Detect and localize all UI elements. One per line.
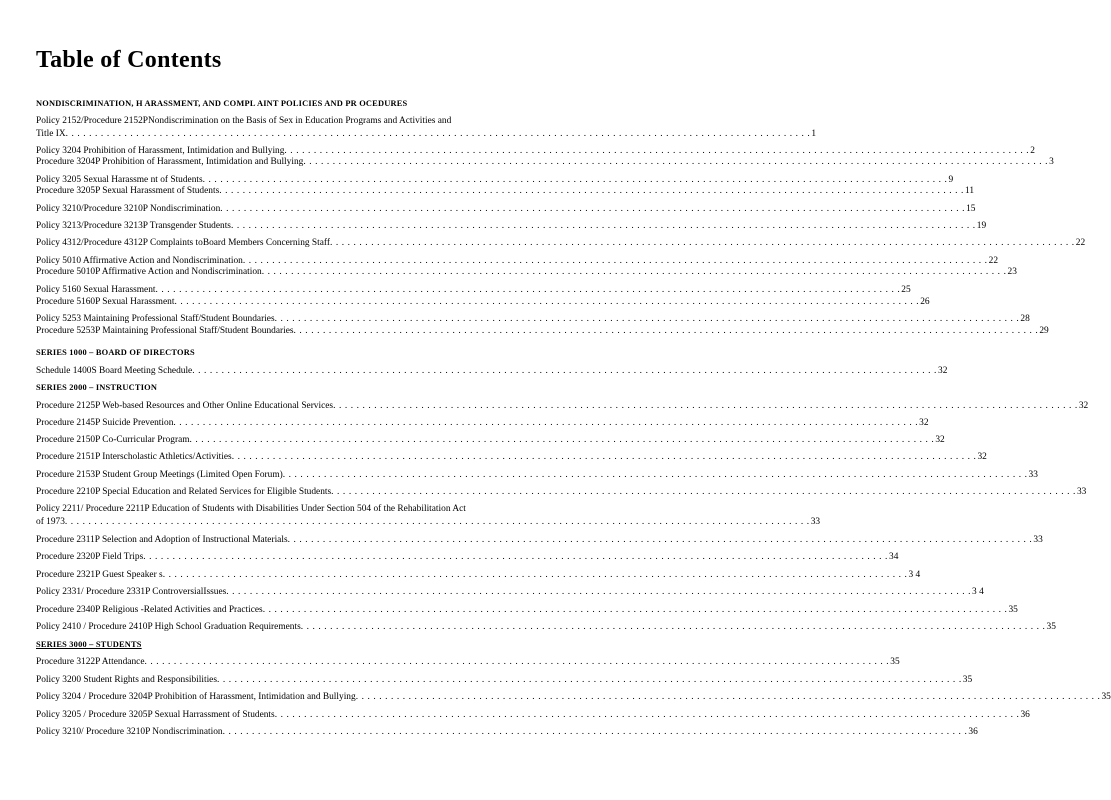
toc-entry [36,726,978,738]
dot-leader: . . . . . . . . . . . . . . . . . . . . . . . . . . . . . . . . . . . . . . . . . . . . . . . . . . . . . . . . . . . . . . . . . . . . . . . . . . . . . . . . . . . . . . . . . . . . . . . . . . . . . . . . . . . . . . . . . . . . . . . . . . . . . . . [329,238,1075,248]
toc-entry [36,451,987,463]
toc-page-number: 36 [968,727,978,737]
section-heading: SERIES 1000 – BOARD OF DIRECTORS [36,348,195,357]
toc-entry-label: Procedure 2153P Student Group Meetings (Limited Open Forum) [36,470,283,480]
toc-page-number: 22 [988,256,998,266]
toc-entry-label: Policy 4312/Procedure 4312P Complaints toBoard Members Concerning Staff [36,238,330,248]
toc-entry [36,621,1056,633]
toc-entry [36,656,900,668]
toc-page-number: 32 [935,435,945,445]
toc-entry-label: Procedure 2151P Interscholastic Athletics/Activities [36,452,232,462]
toc-entry [36,604,1018,616]
dot-leader: . . . . . . . . . . . . . . . . . . . . . . . . . . . . . . . . . . . . . . . . . . . . . . . . . . . . . . . . . . . . . . . . . . . . . . . . . . . . . . . . . . . . . . . . . . . . . . . . . . . . . . . . . . . . . . . . . . . . . . . . . . . . . . . [242,256,988,266]
dot-leader: . . . . . . . . . . . . . . . . . . . . . . . . . . . . . . . . . . . . . . . . . . . . . . . . . . . . . . . . . . . . . . . . . . . . . . . . . . . . . . . . . . . . . . . . . . . . . . . . . . . . . . . . . . . . . . . . . . . . . . . . . . . . . . . [333,401,1078,411]
section-heading: SERIES 3000 – STUDENTS [36,640,142,649]
toc-page-number: 33 [1076,487,1087,497]
dot-leader: . . . . . . . . . . . . . . . . . . . . . . . . . . . . . . . . . . . . . . . . . . . . . . . . . . . . . . . . . . . . . . . . . . . . . . . . . . . . . . . . . . . . . . . . . . . . . . . . . . . . . . . . . . . . . . . . . . . . . . . . . . . . . . . [303,157,1049,167]
toc-entry-label: Policy 3204 / Procedure 3204P Prohibition of Harassment, Intimidation and Bullying [36,692,356,702]
dot-leader: . . . . . . . . . . . . . . . . . . . . . . . . . . . . . . . . . . . . . . . . . . . . . . . . . . . . . . . . . . . . . . . . . . . . . . . . . . . . . . . . . . . . . . . . . . . . . . . . . . . . . . . . . . . . . . . . . . . . . . . . . . . . . . . [217,675,962,685]
toc-page-number: 36 [1020,710,1030,720]
dot-leader: . . . . . . . . . . . . . . . . . . . . . . . . . . . . . . . . . . . . . . . . . . . . . . . . . . . . . . . . . . . . . . . . . . . . . . . . . . . . . . . . . . . . . . . . . . . . . . . . . . . . . . . . . . . . . . . . . . . . . . . . . . . . . . . [231,452,977,462]
toc-page-number: 33 [1028,470,1038,480]
toc-page-number: 23 [1007,267,1017,277]
toc-page-number: 34 [889,552,899,562]
toc-entry [36,709,1030,721]
toc-page-number: 29 [1039,326,1049,336]
toc-entry [36,284,911,296]
dot-leader: . . . . . . . . . . . . . . . . . . . . . . . . . . . . . . . . . . . . . . . . . . . . . . . . . . . . . . . . . . . . . . . . . . . . . . . . . . . . . . . . . . . . . . . . . . . . . . . . . . . . . . . . . . . . . . . . . . . . . . . . . . . . . . . [282,470,1028,480]
toc-entry-label: Policy 3213/Procedure 3213P Transgender Students [36,221,231,231]
toc-page-number: 32 [977,452,987,462]
toc-page-number: 2 [1030,146,1035,156]
dot-leader: . . . . . . . . . . . . . . . . . . . . . . . . . . . . . . . . . . . . . . . . . . . . . . . . . . . . . . . . . . . . . . . . . . . . . . . . . . . . . . . . . . . . . . . . . . . . . . . . . . . . . . . . . . . . . . . . . . . . . . . . . . . . . . . [64,517,810,527]
dot-leader: . . . . . . . . . . . . . . . . . . . . . . . . . . . . . . . . . . . . . . . . . . . . . . . . . . . . . . . . . . . . . . . . . . . . . . . . . . . . . . . . . . . . . . . . . . . . . . . . . . . . . . . . . . . . . . . . . . . . . . . . . . . . . . . [155,285,901,295]
toc-entry [36,417,929,429]
toc-page-number: 3 [1049,157,1054,167]
toc-entry [36,586,984,598]
toc-entry-label: Procedure 2150P Co-Curricular Program [36,435,190,445]
toc-page-number: 33 [810,517,821,527]
toc-entry-label: Procedure 2210P Special Education and Related Services for Eligible Students [36,487,332,497]
dot-leader: . . . . . . . . . . . . . . . . . . . . . . . . . . . . . . . . . . . . . . . . . . . . . . . . . . . . . . . . . . . . . . . . . . . . . . . . . . . . . . . . . . . . . . . . . . . . . . . . . . . . . . . . . . . . . . . . . . . . . . . . . . . . . . . [189,435,935,445]
toc-entry-label: Policy 5010 Affirmative Action and Nondiscrimination [36,256,243,266]
toc-entry [36,325,1049,337]
toc-entry-label: Policy 3205 Sexual Harassme nt of Students [36,175,203,185]
toc-entry [36,365,948,377]
toc-entry [36,691,1111,703]
dot-leader: . . . . . . . . . . . . . . . . . . . . . . . . . . . . . . . . . . . . . . . . . . . . . . . . . . . . . . . . . . . . . . . . . . . . . . . . . . . . . . . . . . . . . . . . . . . . . . . . . . . . . . . . . . . . . . . . . . . . . . . . . . . . . . . [293,326,1039,336]
toc-entry-label: Policy 3205 / Procedure 3205P Sexual Harrassment of Students [36,710,275,720]
toc-page-number: 35 [1101,692,1111,702]
toc-page-number: 35 [890,657,900,667]
dot-leader: . . . . . . . . . . . . . . . . . . . . . . . . . . . . . . . . . . . . . . . . . . . . . . . . . . . . . . . . . . . . . . . . . . . . . . . . . . . . . . . . . . . . . . . . . . . . . . . . . . . . . . . . . . . . . . . . . . . . . . . . . . . . . . . [173,418,919,428]
toc-entry-label: Policy 2410 / Procedure 2410P High School Graduation Requirements [36,622,301,632]
dot-leader: . . . . . . . . . . . . . . . . . . . . . . . . . . . . . . . . . . . . . . . . . . . . . . . . . . . . . . . . . . . . . . . . . . . . . . . . . . . . . . . . . . . . . . . . . . . . . . . . . . . . . . . . . . . . . . . . . . . . . . . . . . . . . . . [300,622,1046,632]
toc-entry [36,569,921,581]
toc-page-number: 11 [965,186,975,196]
toc-entry [36,551,899,563]
toc-entry-first-line: Policy 2152/Procedure 2152PNondiscrimination on the Basis of Sex in Education Programs and Activities and [36,116,452,126]
section-heading: NONDISCRIMINATION, H ARASSMENT, AND COMPL AINT POLICIES AND PR OCEDURES [36,99,408,108]
toc-entry-label: of 1973 [36,517,65,527]
toc-page-number: 25 [901,285,911,295]
toc-page-number: 28 [1020,314,1030,324]
toc-entry [36,203,976,215]
toc-entry-label: Procedure 3204P Prohibition of Harassment, Intimidation and Bullying [36,157,304,167]
toc-entry-first-line: Policy 2211/ Procedure 2211P Education of Students with Disabilities Under Section 504 of the Rehabilitation Act [36,504,466,514]
toc-page-number: 9 [948,175,954,185]
toc-page-number: 35 [1046,622,1056,632]
toc-page-number: 33 [1033,535,1043,545]
dot-leader: . . . . . . . . . . . . . . . . . . . . . . . . . . . . . . . . . . . . . . . . . . . . . . . . . . . . . . . . . . . . . . . . . . . . . . . . . . . . . . . . . . . . . . . . . . . . . . . . . . . . . . . . . . . . . . . . . . . . . . . . . . . . . . . [143,552,888,562]
dot-leader: . . . . . . . . . . . . . . . . . . . . . . . . . . . . . . . . . . . . . . . . . . . . . . . . . . . . . . . . . . . . . . . . . . . . . . . . . . . . . . . . . . . . . . . . . . . . . . . . . . . . . . . . . . . . . . . . . . . . . . . . . . . . . . . [162,570,908,580]
dot-leader: . . . . . . . . . . . . . . . . . . . . . . . . . . . . . . . . . . . . . . . . . . . . . . . . . . . . . . . . . . . . . . . . . . . . . . . . . . . . . . . . . . . . . . . . . . . . . . . . . . . . . . . . . . . . . . . . . . . . . . . . . . . . . . . [262,605,1008,615]
dot-leader: . . . . . . . . . . . . . . . . . . . . . . . . . . . . . . . . . . . . . . . . . . . . . . . . . . . . . . . . . . . . . . . . . . . . . . . . . . . . . . . . . . . . . . . . . . . . . . . . . . . . . . . . . . . . . . . . . . . . . . . . . . . . . . . [222,727,968,737]
toc-page-number: 35 [962,675,973,685]
dot-leader: . . . . . . . . . . . . . . . . . . . . . . . . . . . . . . . . . . . . . . . . . . . . . . . . . . . . . . . . . . . . . . . . . . . . . . . . . . . . . . . . . . . . . . . . . . . . . . . . . . . . . . . . . . . . . . . . . . . . . . . . . . . . . . . [284,146,1030,156]
toc-page-number: 3 4 [972,587,984,597]
toc-entry-label: Title IX [36,129,66,139]
dot-leader: . . . . . . . . . . . . . . . . . . . . . . . . . . . . . . . . . . . . . . . . . . . . . . . . . . . . . . . . . . . . . . . . . . . . . . . . . . . . . . . . . . . . . . . . . . . . . . . . . . . . . . . . . . . . . . . . . . . . . . . . . . . . . . . [230,221,976,231]
toc-entry-label: Procedure 5253P Maintaining Professional Staff/Student Boundaries [36,326,294,336]
toc-page-number: 32 [1078,401,1089,411]
dot-leader: . . . . . . . . . . . . . . . . . . . . . . . . . . . . . . . . . . . . . . . . . . . . . . . . . . . . . . . . . . . . . . . . . . . . . . . . . . . . . . . . . . . . . . . . . . . . . . . . . . . . . . . . . . . . . . . . . . . . . . . . . . . . . . . [226,587,972,597]
toc-entry-label: Policy 3210/ Procedure 3210P Nondiscrimination [36,727,223,737]
toc-page-number: 3 4 [908,570,921,580]
toc-entry-label: Procedure 3205P Sexual Harassment of Students [36,186,220,196]
dot-leader: . . . . . . . . . . . . . . . . . . . . . . . . . . . . . . . . . . . . . . . . . . . . . . . . . . . . . . . . . . . . . . . . . . . . . . . . . . . . . . . . . . . . . . . . . . . . . . . . . . . . . . . . . . . . . . . . . . . . . . . . . . . . . . . [261,267,1007,277]
toc-entry [36,266,1017,278]
toc-entry [36,128,817,140]
dot-leader: . . . . . . . . . . . . . . . . . . . . . . . . . . . . . . . . . . . . . . . . . . . . . . . . . . . . . . . . . . . . . . . . . . . . . . . . . . . . . . . . . . . . . . . . . . . . . . . . . . . . . . . . . . . . . . . . . . . . . . . . . . . . . . . [331,487,1076,497]
dot-leader: . . . . . . . . . . . . . . . . . . . . . . . . . . . . . . . . . . . . . . . . . . . . . . . . . . . . . . . . . . . . . . . . . . . . . . . . . . . . . . . . . . . . . . . . . . . . . . . . . . . . . . . . . . . . . . . . . . . . . . . . . . . . . . . [274,314,1020,324]
toc-entry-label: Procedure 2125P Web-based Resources and Other Online Educational Services [36,401,334,411]
toc-entry-label: Policy 2331/ Procedure 2331P ControversialIssues [36,587,227,597]
toc-page-number: 32 [919,418,929,428]
toc-entry [36,486,1087,498]
toc-entry-label: Procedure 2340P Religious -Related Activities and Practices [36,605,263,615]
toc-entry-label: Policy 3210/Procedure 3210P Nondiscrimination [36,204,221,214]
toc-entry [36,434,945,446]
toc-page-number: 22 [1075,238,1086,248]
toc-entry [36,296,930,308]
toc-entry [36,237,1086,249]
dot-leader: . . . . . . . . . . . . . . . . . . . . . . . . . . . . . . . . . . . . . . . . . . . . . . . . . . . . . . . . . . . . . . . . . . . . . . . . . . . . . . . . . . . . . . . . . . . . . . . . . . . . . . . . . . . . . . . . . . . . . . . . . . . . . . . [144,657,890,667]
toc-entry-label: Procedure 2321P Guest Speaker s [36,570,163,580]
toc-entry-label: Procedure 5160P Sexual Harassment [36,297,175,307]
toc-entry-label: Procedure 2145P Suicide Prevention [36,418,174,428]
toc-entry-label: Policy 3200 Student Rights and Responsibilities [36,675,217,685]
toc-entry [36,313,1030,325]
toc-entry-label: Policy 3204 Prohibition of Harassment, Intimidation and Bullying [36,146,285,156]
dot-leader: . . . . . . . . . . . . . . . . . . . . . . . . . . . . . . . . . . . . . . . . . . . . . . . . . . . . . . . . . . . . . . . . . . . . . . . . . . . . . . . . . . . . . . . . . . . . . . . . . . . . . . . . . . . . . . . . . . . . . . . . . . . . . . . [202,175,948,185]
toc-entry [36,185,975,197]
toc-entry-label: Procedure 2311P Selection and Adoption of Instructional Materials [36,535,288,545]
toc-entry [36,534,1043,546]
dot-leader: . . . . . . . . . . . . . . . . . . . . . . . . . . . . . . . . . . . . . . . . . . . . . . . . . . . . . . . . . . . . . . . . . . . . . . . . . . . . . . . . . . . . . . . . . . . . . . . . . . . . . . . . . . . . . . . . . . . . . . . . . . . . . . . [219,186,964,196]
dot-leader: . . . . . . . . . . . . . . . . . . . . . . . . . . . . . . . . . . . . . . . . . . . . . . . . . . . . . . . . . . . . . . . . . . . . . . . . . . . . . . . . . . . . . . . . . . . . . . . . . . . . . . . . . . . . . . . . . . . . . . . . . . . . . . . [65,129,811,139]
toc-entry [36,220,987,232]
toc-entry [36,156,1054,168]
toc-entry-label: Policy 5253 Maintaining Professional Staff/Student Boundaries [36,314,275,324]
toc-entry-label: Procedure 5010P Affirmative Action and Nondiscrimination [36,267,262,277]
toc-page-number: 32 [938,366,948,376]
dot-leader: . . . . . . . . . . . . . . . . . . . . . . . . . . . . . . . . . . . . . . . . . . . . . . . . . . . . . . . . . . . . . . . . . . . . . . . . . . . . . . . . . . . . . . . . . . . . . . . . . . . . . . . . . . . . . . . . . . . . . . . . . . . . . . . [174,297,920,307]
toc-entry-label: Procedure 3122P Attendance [36,657,145,667]
dot-leader: . . . . . . . . . . . . . . . . . . . . . . . . . . . . . . . . . . . . . . . . . . . . . . . . . . . . . . . . . . . . . . . . . . . . . . . . . . . . . . . . . . . . . . . . . . . . . . . . . . . . . . . . . . . . . . . . . . . . . . . . . . . . . . . [220,204,966,214]
toc-entry-label: Schedule 1400S Board Meeting Schedule [36,366,193,376]
dot-leader: . . . . . . . . . . . . . . . . . . . . . . . . . . . . . . . . . . . . . . . . . . . . . . . . . . . . . . . . . . . . . . . . . . . . . . . . . . . . . . . . . . . . . . . . . . . . . . . . . . . . . . . . . . . . . . . . . . . . . . . . . . . . . . . [287,535,1033,545]
toc-page-number: 26 [920,297,930,307]
dot-leader: . . . . . . . . . . . . . . . . . . . . . . . . . . . . . . . . . . . . . . . . . . . . . . . . . . . . . . . . . . . . . . . . . . . . . . . . . . . . . . . . . . . . . . . . . . . . . . . . . . . . . . . . . . . . . . . . . . . . . . . . . . . . . . . [355,692,1101,702]
dot-leader: . . . . . . . . . . . . . . . . . . . . . . . . . . . . . . . . . . . . . . . . . . . . . . . . . . . . . . . . . . . . . . . . . . . . . . . . . . . . . . . . . . . . . . . . . . . . . . . . . . . . . . . . . . . . . . . . . . . . . . . . . . . . . . . [274,710,1020,720]
toc-entry [36,400,1089,412]
toc-entry-label: Policy 5160 Sexual Harassment [36,285,156,295]
toc-page-number: 1 [811,129,817,139]
toc-entry [36,469,1038,481]
toc-page-number: 15 [966,204,976,214]
toc-entry [36,674,973,686]
section-heading: SERIES 2000 – INSTRUCTION [36,383,158,392]
toc-entry [36,516,821,528]
toc-page-number: 35 [1008,605,1018,615]
toc-entry-label: Procedure 2320P Field Trips [36,552,144,562]
dot-leader: . . . . . . . . . . . . . . . . . . . . . . . . . . . . . . . . . . . . . . . . . . . . . . . . . . . . . . . . . . . . . . . . . . . . . . . . . . . . . . . . . . . . . . . . . . . . . . . . . . . . . . . . . . . . . . . . . . . . . . . . . . . . . . . [192,366,938,376]
toc-page-number: 19 [976,221,987,231]
page-title: Table of Contents [36,47,222,73]
